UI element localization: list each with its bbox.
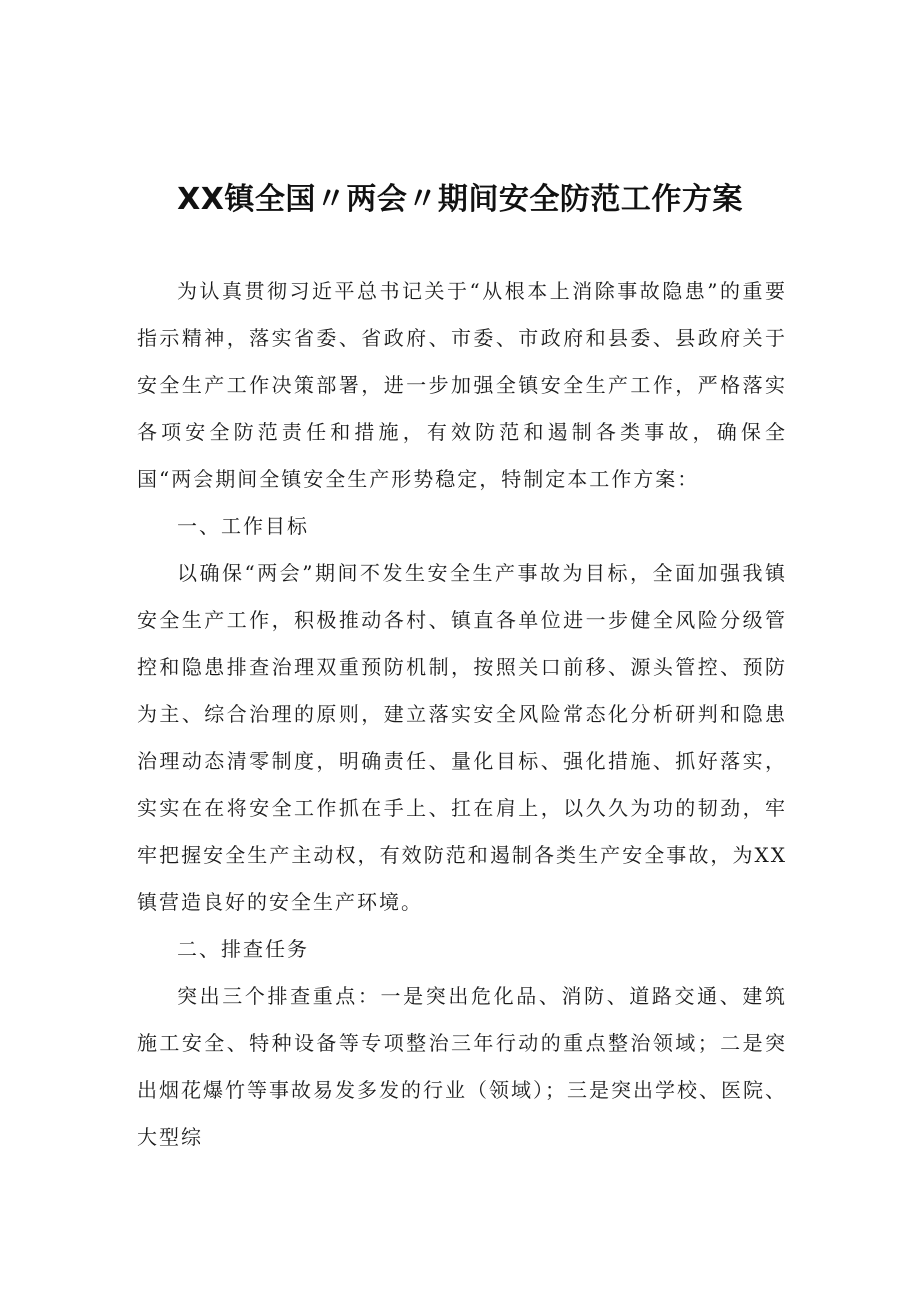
section-heading-tasks: 二、排查任务 — [177, 937, 309, 961]
document-body — [137, 268, 787, 1161]
document-title: XX镇全国〃两会〃期间安全防范工作方案 — [177, 182, 743, 217]
section-heading-goals: 一、工作目标 — [177, 514, 309, 538]
goals-paragraph: 以确保“两会”期间不发生安全生产事故为目标，全面加强我镇安全生产工作，积极推动各村、镇直各单位进一步健全风险分级管控和隐患排查治理双重预防机制，按照关口前移、源头管控、预防为主、综合治理的原则，建立落实安全风险常态化分析研判和隐患治理动态清零制度，明确责任、量化目标、强化措施、抓好落实，实实在在将安全工作抓在手上、扛在肩上，以久久为功的韧劲，牢牢把握安全生产主动权，有效防范和遏制各类生产安全事故，为XX镇营造良好的安全生产环境。 — [137, 561, 787, 914]
intro-paragraph: 为认真贯彻习近平总书记关于“从根本上消除事故隐患”的重要指示精神，落实省委、省政府、市委、市政府和县委、县政府关于安全生产工作决策部署，进一步加强全镇安全生产工作，严格落实各项安全防范责任和措施，有效防范和遏制各类事故，确保全国“两会期间全镇安全生产形势稳定，特制定本工作方案： — [137, 279, 787, 491]
tasks-paragraph: 突出三个排查重点：一是突出危化品、消防、道路交通、建筑施工安全、特种设备等专项整治三年行动的重点整治领域；二是突出烟花爆竹等事故易发多发的行业（领域）；三是突出学校、医院、大型综 — [137, 984, 787, 1149]
